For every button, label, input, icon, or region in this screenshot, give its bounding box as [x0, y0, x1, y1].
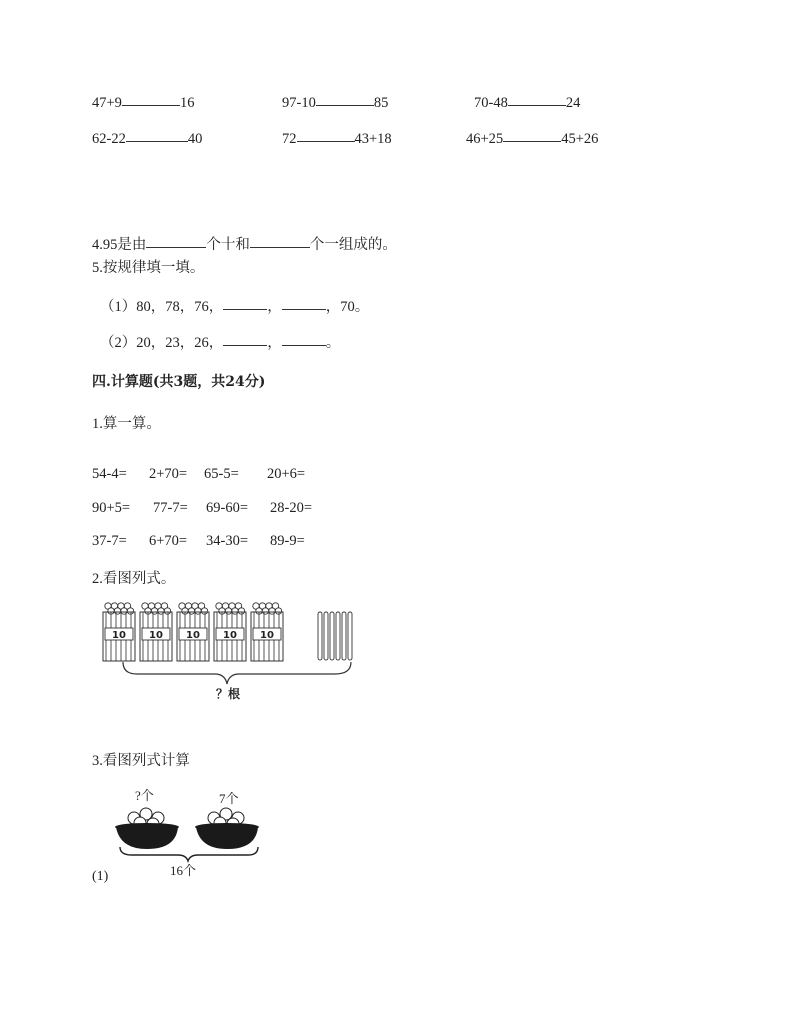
sub-question-label: (1)	[92, 869, 109, 883]
single-stick	[336, 612, 340, 660]
single-stick	[342, 612, 346, 660]
single-stick	[330, 612, 334, 660]
compare-item: 46+25 45+26	[466, 131, 599, 147]
single-stick	[318, 612, 322, 660]
sticks-figure	[95, 598, 365, 708]
answer-blank[interactable]	[282, 344, 326, 346]
answer-blank[interactable]	[282, 308, 326, 310]
bundle-label: 10	[149, 630, 163, 641]
compare-item: 72 43+18	[282, 131, 392, 147]
compare-item: 97-10 85	[282, 95, 389, 111]
basket-left	[115, 808, 179, 849]
basket-right	[195, 808, 259, 849]
brace	[120, 847, 258, 861]
stick-bundle	[177, 603, 209, 661]
question-4: 4.95是由 个十和 个一组成的。	[92, 237, 397, 253]
bundle-label: 10	[186, 630, 200, 641]
brace-label: ？根	[216, 687, 241, 701]
answer-blank[interactable]	[122, 104, 180, 106]
picture-question-title: 2.看图列式。	[92, 571, 176, 587]
stick-bundle	[140, 603, 172, 661]
single-stick	[324, 612, 328, 660]
calc-row: 37-7= 6+70= 34-30= 89-9=	[92, 533, 305, 549]
stick-bundle	[103, 603, 135, 661]
bundle-label: 10	[112, 630, 126, 641]
answer-blank[interactable]	[223, 344, 267, 346]
calc-row: 90+5= 77-7= 69-60= 28-20=	[92, 500, 313, 516]
sequence-2: （2）20，23，26， ， 。	[100, 335, 341, 351]
baskets-figure	[92, 783, 272, 883]
answer-blank[interactable]	[126, 140, 188, 142]
calc-title: 1.算一算。	[92, 416, 161, 432]
calc-row: 54-4= 2+70= 65-5= 20+6=	[92, 466, 306, 482]
compare-item: 70-48 24	[474, 95, 581, 111]
answer-blank[interactable]	[297, 140, 355, 142]
picture-question-title: 3.看图列式计算	[92, 753, 190, 769]
bundle-label: 10	[223, 630, 237, 641]
right-basket-label: 7个	[219, 791, 239, 806]
stick-bundle	[214, 603, 246, 661]
compare-item: 62-22 40	[92, 131, 203, 147]
sequence-1: （1）80，78，76， ， ，70。	[100, 299, 370, 315]
answer-blank[interactable]	[223, 308, 267, 310]
compare-item: 47+9 16	[92, 95, 195, 111]
stick-bundle	[251, 603, 283, 661]
bundle-label: 10	[260, 630, 274, 641]
brace	[123, 662, 351, 684]
answer-blank[interactable]	[508, 104, 566, 106]
answer-blank[interactable]	[316, 104, 374, 106]
answer-blank[interactable]	[146, 246, 206, 248]
question-5-title: 5.按规律填一填。	[92, 260, 205, 276]
total-label: 16个	[170, 863, 197, 878]
single-stick	[348, 612, 352, 660]
left-basket-label: ?个	[135, 788, 154, 803]
answer-blank[interactable]	[503, 140, 561, 142]
section-title: 四.计算题(共3题，共24分)	[92, 374, 266, 390]
answer-blank[interactable]	[250, 246, 310, 248]
